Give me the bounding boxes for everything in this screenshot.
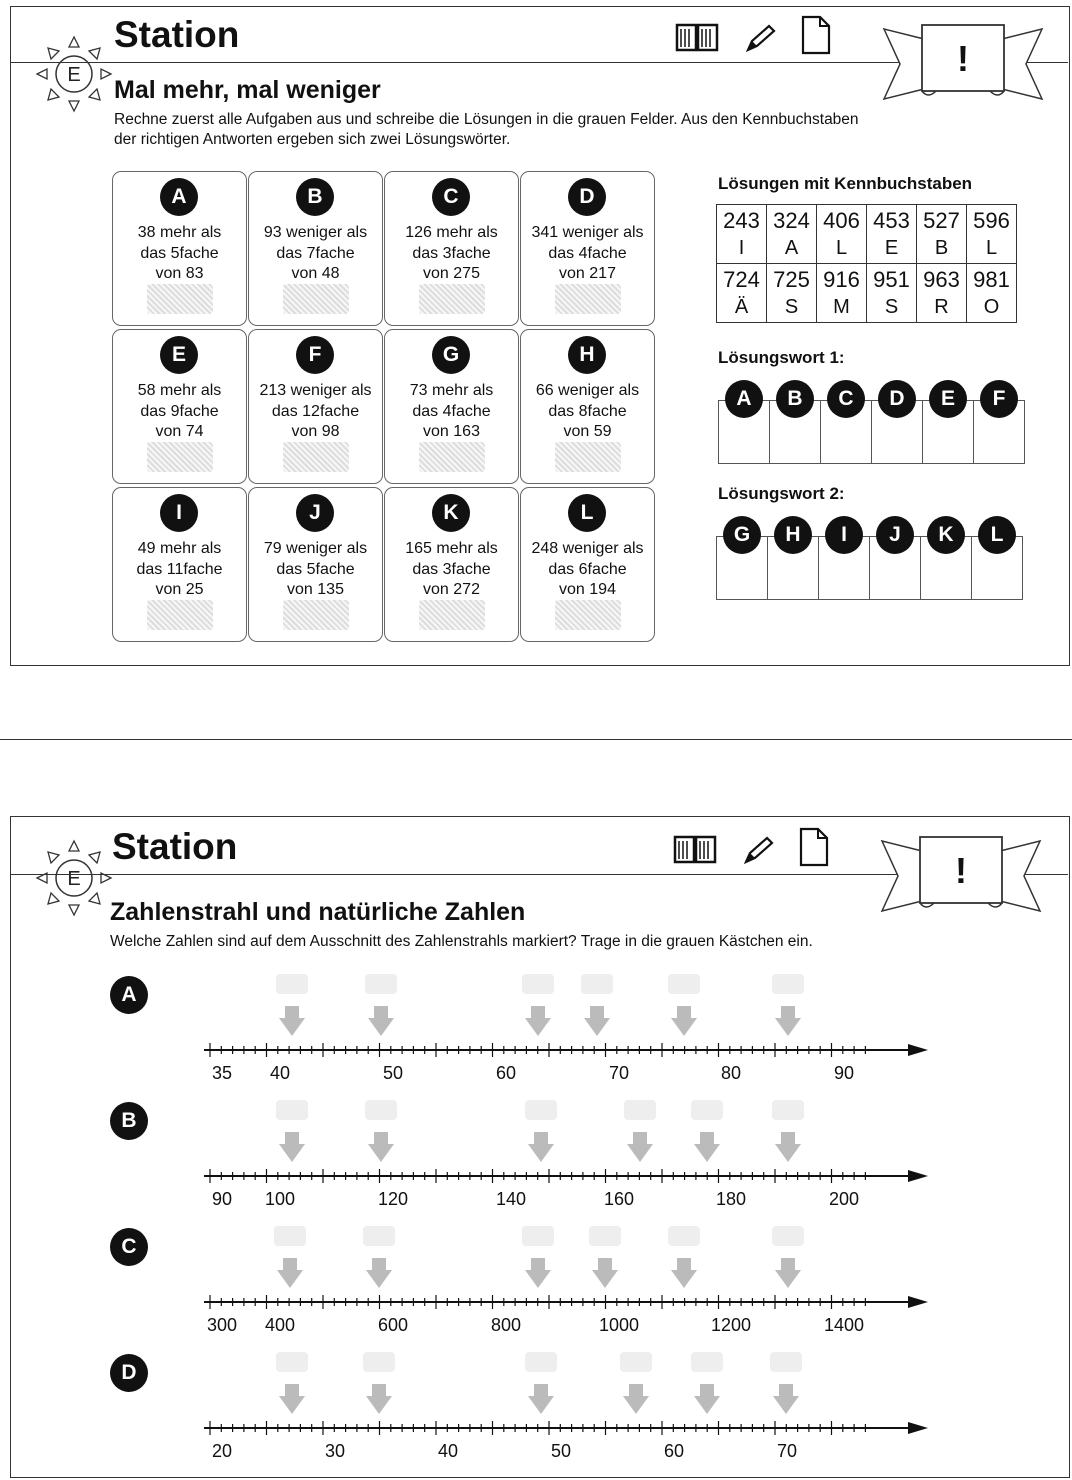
answer-field[interactable] bbox=[147, 442, 213, 472]
task-line: 49 mehr als bbox=[137, 540, 222, 557]
task-card bbox=[520, 487, 655, 642]
badge-letter: E bbox=[67, 868, 81, 890]
task-letter-badge: H bbox=[568, 336, 606, 374]
task-line: von 98 bbox=[291, 423, 340, 440]
solution-cell bbox=[867, 264, 917, 323]
number-line-label: 50 bbox=[382, 1063, 404, 1083]
solution-letter: O bbox=[983, 296, 1000, 318]
task-line: 73 mehr als bbox=[409, 382, 494, 399]
task-line: von 275 bbox=[423, 265, 480, 282]
solution-letter: E bbox=[884, 237, 899, 259]
solution-cell bbox=[917, 264, 967, 323]
pencil-icon bbox=[742, 22, 778, 54]
number-line-letter-badge: B bbox=[110, 1102, 148, 1140]
task-card bbox=[112, 329, 247, 484]
task-line: das 5fache bbox=[276, 560, 355, 578]
number-line-label: 40 bbox=[269, 1063, 291, 1083]
number-line-letter-badge: C bbox=[110, 1228, 148, 1266]
number-line-label: 800 bbox=[490, 1315, 522, 1335]
solution-cell bbox=[717, 205, 767, 264]
number-line-label: 100 bbox=[264, 1189, 296, 1209]
solution-number: 963 bbox=[923, 267, 960, 292]
task-text bbox=[385, 381, 518, 443]
solutions-title: Lösungen mit Kennbuchstaben bbox=[718, 174, 973, 193]
word-letter-badge: J bbox=[876, 516, 914, 554]
number-line-label: 140 bbox=[495, 1189, 527, 1209]
solution-cell bbox=[867, 205, 917, 264]
number-line-label: 30 bbox=[324, 1441, 346, 1461]
solution-number: 527 bbox=[923, 208, 960, 233]
solution-cell bbox=[967, 264, 1017, 323]
number-line-label: 1200 bbox=[710, 1315, 752, 1335]
number-line-letter-badge: D bbox=[110, 1354, 148, 1392]
task-line: 79 weniger als bbox=[263, 540, 368, 557]
word-letter-badge: F bbox=[980, 380, 1018, 418]
solution-letter: B bbox=[934, 237, 949, 259]
task-text bbox=[113, 381, 246, 443]
task-line: das 6fache bbox=[548, 560, 627, 578]
task-letter-badge: E bbox=[160, 336, 198, 374]
document-icon bbox=[800, 14, 832, 56]
solution-number: 453 bbox=[873, 208, 910, 233]
answer-field[interactable] bbox=[555, 442, 621, 472]
solution-letter: L bbox=[835, 237, 848, 259]
banner-mark: ! bbox=[957, 38, 969, 79]
task-line: 93 weniger als bbox=[263, 224, 368, 241]
task-text bbox=[249, 381, 382, 443]
task-card bbox=[384, 487, 519, 642]
instructions-line: Rechne zuerst alle Aufgaben aus und schreibe die Lösungen in die grauen Felder. Aus den Kennbuchstaben bbox=[114, 111, 859, 128]
number-line-label: 70 bbox=[776, 1441, 798, 1461]
task-line: von 83 bbox=[155, 265, 204, 282]
task-letter-badge: L bbox=[568, 494, 606, 532]
pencil-icon bbox=[740, 834, 776, 866]
word-letter-badge: D bbox=[878, 380, 916, 418]
solution-letter: A bbox=[784, 237, 799, 259]
task-text bbox=[521, 223, 654, 285]
task-card bbox=[520, 171, 655, 326]
task-line: 126 mehr als bbox=[405, 224, 498, 241]
number-line-label: 300 bbox=[206, 1315, 238, 1335]
solution-letter: L bbox=[985, 237, 998, 259]
task-text bbox=[385, 223, 518, 285]
number-line-label: 20 bbox=[211, 1441, 233, 1461]
number-line-label: 90 bbox=[211, 1189, 233, 1209]
card2-subtitle: Zahlenstrahl und natürliche Zahlen bbox=[110, 898, 526, 926]
answer-field[interactable] bbox=[419, 600, 485, 630]
number-line-label: 160 bbox=[603, 1189, 635, 1209]
task-line: das 3fache bbox=[412, 560, 491, 578]
number-line-label: 400 bbox=[264, 1315, 296, 1335]
task-text bbox=[249, 539, 382, 601]
banner-icon bbox=[876, 830, 1046, 918]
answer-field[interactable] bbox=[283, 442, 349, 472]
word-letter-badge: I bbox=[825, 516, 863, 554]
banner-icon bbox=[878, 18, 1048, 106]
banner-mark: ! bbox=[955, 850, 967, 891]
number-line-label: 70 bbox=[608, 1063, 630, 1083]
solution-letter: Ä bbox=[734, 296, 749, 318]
number-line-label: 60 bbox=[495, 1063, 517, 1083]
task-line: das 12fache bbox=[271, 402, 360, 420]
task-line: 66 weniger als bbox=[535, 382, 640, 399]
word2-title: Lösungswort 2: bbox=[718, 484, 845, 503]
task-line: von 217 bbox=[559, 265, 616, 282]
solution-cell bbox=[817, 205, 867, 264]
solution-letter: M bbox=[833, 296, 850, 318]
word-letter-badge: H bbox=[774, 516, 812, 554]
word-letter-badge: C bbox=[827, 380, 865, 418]
task-line: von 48 bbox=[291, 265, 340, 282]
answer-field[interactable] bbox=[419, 284, 485, 314]
task-letter-badge: G bbox=[432, 336, 470, 374]
cut-line bbox=[0, 739, 1072, 740]
solution-cell bbox=[967, 205, 1017, 264]
solution-letter: S bbox=[784, 296, 799, 318]
task-letter-badge: K bbox=[432, 494, 470, 532]
task-line: das 3fache bbox=[412, 244, 491, 262]
task-card bbox=[384, 171, 519, 326]
task-letter-badge: D bbox=[568, 178, 606, 216]
solution-number: 916 bbox=[823, 267, 860, 292]
task-text bbox=[249, 223, 382, 285]
task-line: von 163 bbox=[423, 423, 480, 440]
badge-letter: E bbox=[67, 64, 81, 86]
answer-field[interactable] bbox=[555, 284, 621, 314]
solution-number: 725 bbox=[773, 267, 810, 292]
task-letter-badge: B bbox=[296, 178, 334, 216]
task-card bbox=[248, 329, 383, 484]
task-line: 165 mehr als bbox=[405, 540, 498, 557]
solution-cell bbox=[717, 264, 767, 323]
sun-badge-icon bbox=[29, 833, 119, 923]
solution-number: 951 bbox=[873, 267, 910, 292]
task-card bbox=[248, 171, 383, 326]
solutions-row bbox=[717, 264, 1017, 323]
answer-field[interactable] bbox=[283, 600, 349, 630]
book-icon bbox=[674, 20, 720, 54]
number-line-label: 35 bbox=[211, 1063, 233, 1083]
instructions-line: der richtigen Antworten ergeben sich zwei Lösungswörter. bbox=[114, 131, 511, 148]
number-line-label: 1000 bbox=[598, 1315, 640, 1335]
number-line-label: 600 bbox=[377, 1315, 409, 1335]
number-line-label: 60 bbox=[663, 1441, 685, 1461]
task-text bbox=[113, 539, 246, 601]
number-line-label: 200 bbox=[828, 1189, 860, 1209]
word-letter-badge: B bbox=[776, 380, 814, 418]
task-text bbox=[521, 539, 654, 601]
task-letter-badge: A bbox=[160, 178, 198, 216]
solution-cell bbox=[767, 205, 817, 264]
solution-number: 596 bbox=[973, 208, 1010, 233]
task-card bbox=[112, 171, 247, 326]
solution-number: 406 bbox=[823, 208, 860, 233]
number-line-letter-badge: A bbox=[110, 976, 148, 1014]
solutions-table bbox=[716, 204, 1017, 323]
station-title: Station bbox=[114, 14, 240, 55]
task-text bbox=[521, 381, 654, 443]
task-line: das 4fache bbox=[412, 402, 491, 420]
task-line: das 9fache bbox=[140, 402, 219, 420]
task-line: das 11fache bbox=[136, 560, 223, 578]
solution-number: 324 bbox=[773, 208, 810, 233]
task-line: 213 weniger als bbox=[259, 382, 372, 399]
task-line: 341 weniger als bbox=[531, 224, 644, 241]
answer-field[interactable] bbox=[555, 600, 621, 630]
task-card bbox=[248, 487, 383, 642]
task-line: von 59 bbox=[563, 423, 612, 440]
answer-field[interactable] bbox=[147, 600, 213, 630]
solution-cell bbox=[917, 205, 967, 264]
word1-title: Lösungswort 1: bbox=[718, 348, 845, 367]
number-line-label: 1400 bbox=[823, 1315, 865, 1335]
word-letter-badge: A bbox=[725, 380, 763, 418]
task-line: von 135 bbox=[287, 581, 344, 598]
word-letter-badge: G bbox=[723, 516, 761, 554]
task-line: von 194 bbox=[559, 581, 616, 598]
task-line: 38 mehr als bbox=[137, 224, 222, 241]
solution-number: 724 bbox=[723, 267, 760, 292]
task-card bbox=[112, 487, 247, 642]
task-text bbox=[385, 539, 518, 601]
solution-letter: I bbox=[738, 237, 745, 259]
card2-instructions: Welche Zahlen sind auf dem Ausschnitt des Zahlenstrahls markiert? Trage in die grauen Kästchen ein. bbox=[110, 933, 813, 950]
task-text bbox=[113, 223, 246, 285]
book-icon bbox=[672, 832, 718, 866]
solution-cell bbox=[817, 264, 867, 323]
solution-number: 243 bbox=[723, 208, 760, 233]
word-letter-badge: L bbox=[978, 516, 1016, 554]
task-card bbox=[520, 329, 655, 484]
task-card bbox=[384, 329, 519, 484]
number-line-label: 180 bbox=[715, 1189, 747, 1209]
word-letter-badge: K bbox=[927, 516, 965, 554]
task-line: von 25 bbox=[155, 581, 204, 598]
number-line-label: 80 bbox=[720, 1063, 742, 1083]
task-letter-badge: J bbox=[296, 494, 334, 532]
station-title: Station bbox=[112, 826, 238, 867]
task-line: 58 mehr als bbox=[137, 382, 222, 399]
task-line: das 7fache bbox=[276, 244, 355, 262]
task-line: 248 weniger als bbox=[531, 540, 644, 557]
document-icon bbox=[798, 826, 830, 868]
answer-field[interactable] bbox=[147, 284, 213, 314]
number-line-label: 40 bbox=[437, 1441, 459, 1461]
solution-cell bbox=[767, 264, 817, 323]
task-line: das 8fache bbox=[548, 402, 627, 420]
task-letter-badge: I bbox=[160, 494, 198, 532]
answer-field[interactable] bbox=[283, 284, 349, 314]
number-line-label: 90 bbox=[833, 1063, 855, 1083]
word-letter-badge: E bbox=[929, 380, 967, 418]
task-letter-badge: C bbox=[432, 178, 470, 216]
solutions-row bbox=[717, 205, 1017, 264]
solution-number: 981 bbox=[973, 267, 1010, 292]
solution-letter: R bbox=[934, 296, 949, 318]
answer-field[interactable] bbox=[419, 442, 485, 472]
sun-badge-icon bbox=[29, 29, 119, 119]
solution-letter: S bbox=[884, 296, 899, 318]
task-letter-badge: F bbox=[296, 336, 334, 374]
card1-instructions bbox=[114, 110, 1014, 150]
task-line: von 74 bbox=[155, 423, 204, 440]
task-line: das 4fache bbox=[548, 244, 627, 262]
number-line-label: 120 bbox=[377, 1189, 409, 1209]
task-line: von 272 bbox=[423, 581, 480, 598]
card1-subtitle: Mal mehr, mal weniger bbox=[114, 76, 381, 104]
task-line: das 5fache bbox=[140, 244, 219, 262]
number-line-label: 50 bbox=[550, 1441, 572, 1461]
